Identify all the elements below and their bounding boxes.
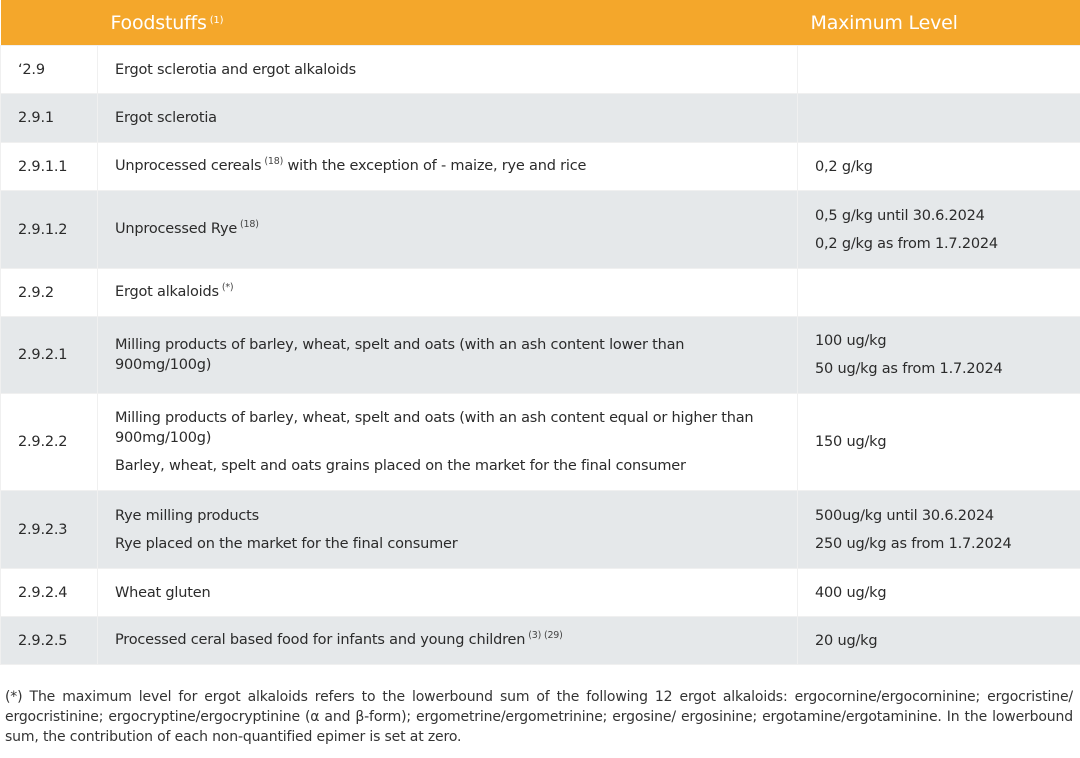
table-row [1, 491, 1080, 569]
level-line: 400 ug/kg [815, 584, 887, 601]
table-footnote: (*) The maximum level for ergot alkaloids refers to the lowerbound sum of the following 12 ergot alkaloids: ergocornine/ergocorninine; ergocristine/ ergocristinine; ergocryptine/ergocryptinine (α and β-form); ergometrine/ergometrinine; ergosine/ ergosinine; ergotamine/ergotaminine. In the lowerbound sum, the contribution of each non-quantified epimer is set at zero. [5, 689, 1073, 745]
level-line: 100 ug/kg [815, 333, 887, 349]
level-line: 0,5 g/kg until 30.6.2024 [815, 207, 985, 224]
foodstuff-line: Ergot sclerotia and ergot alkaloids [115, 61, 356, 78]
row-maximum-level [798, 317, 1080, 394]
row-foodstuff [98, 569, 798, 617]
row-code: 2.9.1.1 [1, 143, 98, 191]
foodstuff-line: Rye placed on the market for the final consumer [115, 535, 458, 552]
table-row [1, 143, 1080, 191]
level-line: 20 ug/kg [815, 632, 878, 649]
table-row [1, 394, 1080, 491]
table-header-row [1, 0, 1080, 46]
level-line: 0,2 g/kg as from 1.7.2024 [815, 235, 998, 252]
header-foodstuffs [1, 0, 798, 46]
level-line: 500ug/kg until 30.6.2024 [815, 507, 994, 524]
row-foodstuff [98, 46, 798, 94]
table-row [1, 191, 1080, 269]
foodstuff-text: Ergot alkaloids [115, 283, 219, 300]
foodstuff-line: Barley, wheat, spelt and oats grains placed on the market for the final consumer [115, 458, 686, 474]
level-line: 250 ug/kg as from 1.7.2024 [815, 535, 1012, 552]
row-code: 2.9.1.2 [1, 191, 98, 269]
row-foodstuff [98, 617, 798, 665]
row-maximum-level [798, 269, 1080, 317]
row-foodstuff [98, 143, 798, 191]
foodstuff-line: Milling products of barley, wheat, spelt and oats (with an ash content equal or higher than 900mg/100g) [115, 410, 754, 446]
table-row [1, 317, 1080, 394]
row-foodstuff [98, 191, 798, 269]
table-row [1, 46, 1080, 94]
header-maximum-level: Maximum Level [798, 0, 1080, 46]
foodstuff-line: Milling products of barley, wheat, spelt and oats (with an ash content lower than 900mg/100g) [115, 337, 685, 373]
foodstuff-reference: (18) [240, 218, 259, 230]
row-code: 2.9.2 [1, 269, 98, 317]
row-maximum-level [798, 617, 1080, 665]
row-code: 2.9.2.4 [1, 569, 98, 617]
row-code: 2.9.2.1 [1, 317, 98, 394]
row-maximum-level [798, 143, 1080, 191]
row-maximum-level [798, 394, 1080, 491]
foodstuff-line: Rye milling products [115, 507, 259, 524]
row-code: ‘2.9 [1, 46, 98, 94]
row-code: 2.9.2.2 [1, 394, 98, 491]
table-row [1, 94, 1080, 143]
foodstuff-line: Wheat gluten [115, 584, 211, 601]
level-line: 150 ug/kg [815, 434, 887, 450]
foodstuff-reference: (*) [221, 281, 234, 293]
row-foodstuff [98, 491, 798, 569]
row-maximum-level [798, 46, 1080, 94]
row-foodstuff [98, 269, 798, 317]
foodstuff-reference: (3) (29) [528, 629, 563, 641]
level-line: 50 ug/kg as from 1.7.2024 [815, 361, 1003, 377]
row-maximum-level [798, 94, 1080, 143]
table-row [1, 617, 1080, 665]
header-foodstuffs-label: Foodstuffs [110, 11, 207, 34]
foodstuff-text: Unprocessed Rye [115, 220, 238, 237]
row-foodstuff [98, 394, 798, 491]
row-code: 2.9.1 [1, 94, 98, 143]
row-code: 2.9.2.3 [1, 491, 98, 569]
row-maximum-level [798, 569, 1080, 617]
header-foodstuffs-ref: (1) [209, 14, 224, 26]
row-maximum-level [798, 491, 1080, 569]
foodstuff-text-continued: with the exception of - maize, rye and rice [287, 157, 587, 174]
foodstuff-reference: (18) [264, 155, 284, 167]
table-row [1, 269, 1080, 317]
row-foodstuff [98, 317, 798, 394]
foodstuff-line: Ergot sclerotia [115, 110, 217, 126]
row-maximum-level [798, 191, 1080, 269]
foodstuff-text: Unprocessed cereals [115, 157, 262, 174]
foodstuff-text: Processed ceral based food for infants and young children [115, 631, 526, 648]
level-line: 0,2 g/kg [815, 158, 873, 175]
row-code: 2.9.2.5 [1, 617, 98, 665]
table-row [1, 569, 1080, 617]
row-foodstuff [98, 94, 798, 143]
